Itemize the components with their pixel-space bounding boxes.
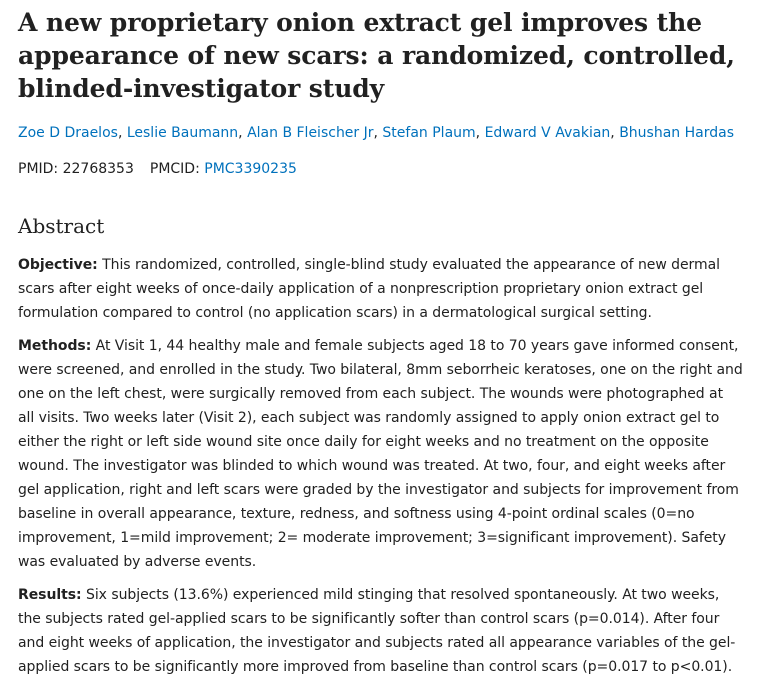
abstract-results xyxy=(18,583,743,679)
results-label: Results: xyxy=(18,587,82,603)
methods-text: At Visit 1, 44 healthy male and female subjects aged 18 to 70 years gave informed consent, were screened, and enrolled in the study. Two bilateral, 8mm seborrheic keratoses, one on the right and one on the left chest, were surgically removed from each subject. The wounds were photographed at all visits. Two weeks later (Visit 2), each subject was randomly assigned to apply onion extract gel to either the right or left side wound site once daily for eight weeks and no treatment on the opposite wound. The investigator was blinded to which wound was treated. At two, four, and eight weeks after gel application, right and left scars were graded by the investigator and subjects for improvement from baseline in overall appearance, texture, redness, and softness using 4-point ordinal scales (0=no improvement, 1=mild improvement; 2= moderate improvement; 3=significant improvement). Safety was evaluated by adverse events. xyxy=(18,338,743,570)
article-title: A new proprietary onion extract gel improves the appearance of new scars: a randomized, controlled, blinded-investigator study xyxy=(18,8,735,103)
author-separator: , xyxy=(475,125,485,141)
methods-label: Methods: xyxy=(18,338,92,354)
pmcid-label: PMCID: xyxy=(149,161,205,177)
author-link[interactable]: Leslie Baumann xyxy=(126,125,239,141)
abstract-heading: Abstract xyxy=(18,214,105,238)
objective-label: Objective: xyxy=(18,257,98,273)
abstract-objective xyxy=(18,253,743,325)
author-list xyxy=(18,123,743,143)
pmid-value: 22768353 xyxy=(62,161,134,177)
author-link[interactable]: Bhushan Hardas xyxy=(619,125,734,141)
author-link[interactable]: Zoe D Draelos xyxy=(18,125,118,141)
author-separator: , xyxy=(117,125,127,141)
author-link[interactable]: Stefan Plaum xyxy=(382,125,476,141)
pmid-label: PMID: xyxy=(18,161,63,177)
abstract-methods xyxy=(18,334,743,574)
results-text: Six subjects (13.6%) experienced mild stinging that resolved spontaneously. At two weeks, the subjects rated gel-applied scars to be significantly softer than control scars (p=0.014). After four and eight weeks of application, the investigator and subjects rated all appearance variables of the gel-applied scars to be significantly more improved from baseline than control scars (p=0.017 to p<0.01). xyxy=(18,587,736,675)
pmcid-link[interactable]: PMC3390235 xyxy=(204,161,297,177)
author-link[interactable]: Alan B Fleischer Jr xyxy=(247,125,374,141)
author-link[interactable]: Edward V Avakian xyxy=(484,125,611,141)
author-separator: , xyxy=(610,125,620,141)
author-separator: , xyxy=(373,125,383,141)
objective-text: This randomized, controlled, single-blind study evaluated the appearance of new dermal scars after eight weeks of once-daily application of a nonprescription proprietary onion extract gel formulation compared to control (no application scars) in a dermatological surgical setting. xyxy=(18,257,720,321)
author-separator: , xyxy=(238,125,248,141)
article-identifiers xyxy=(18,159,743,179)
